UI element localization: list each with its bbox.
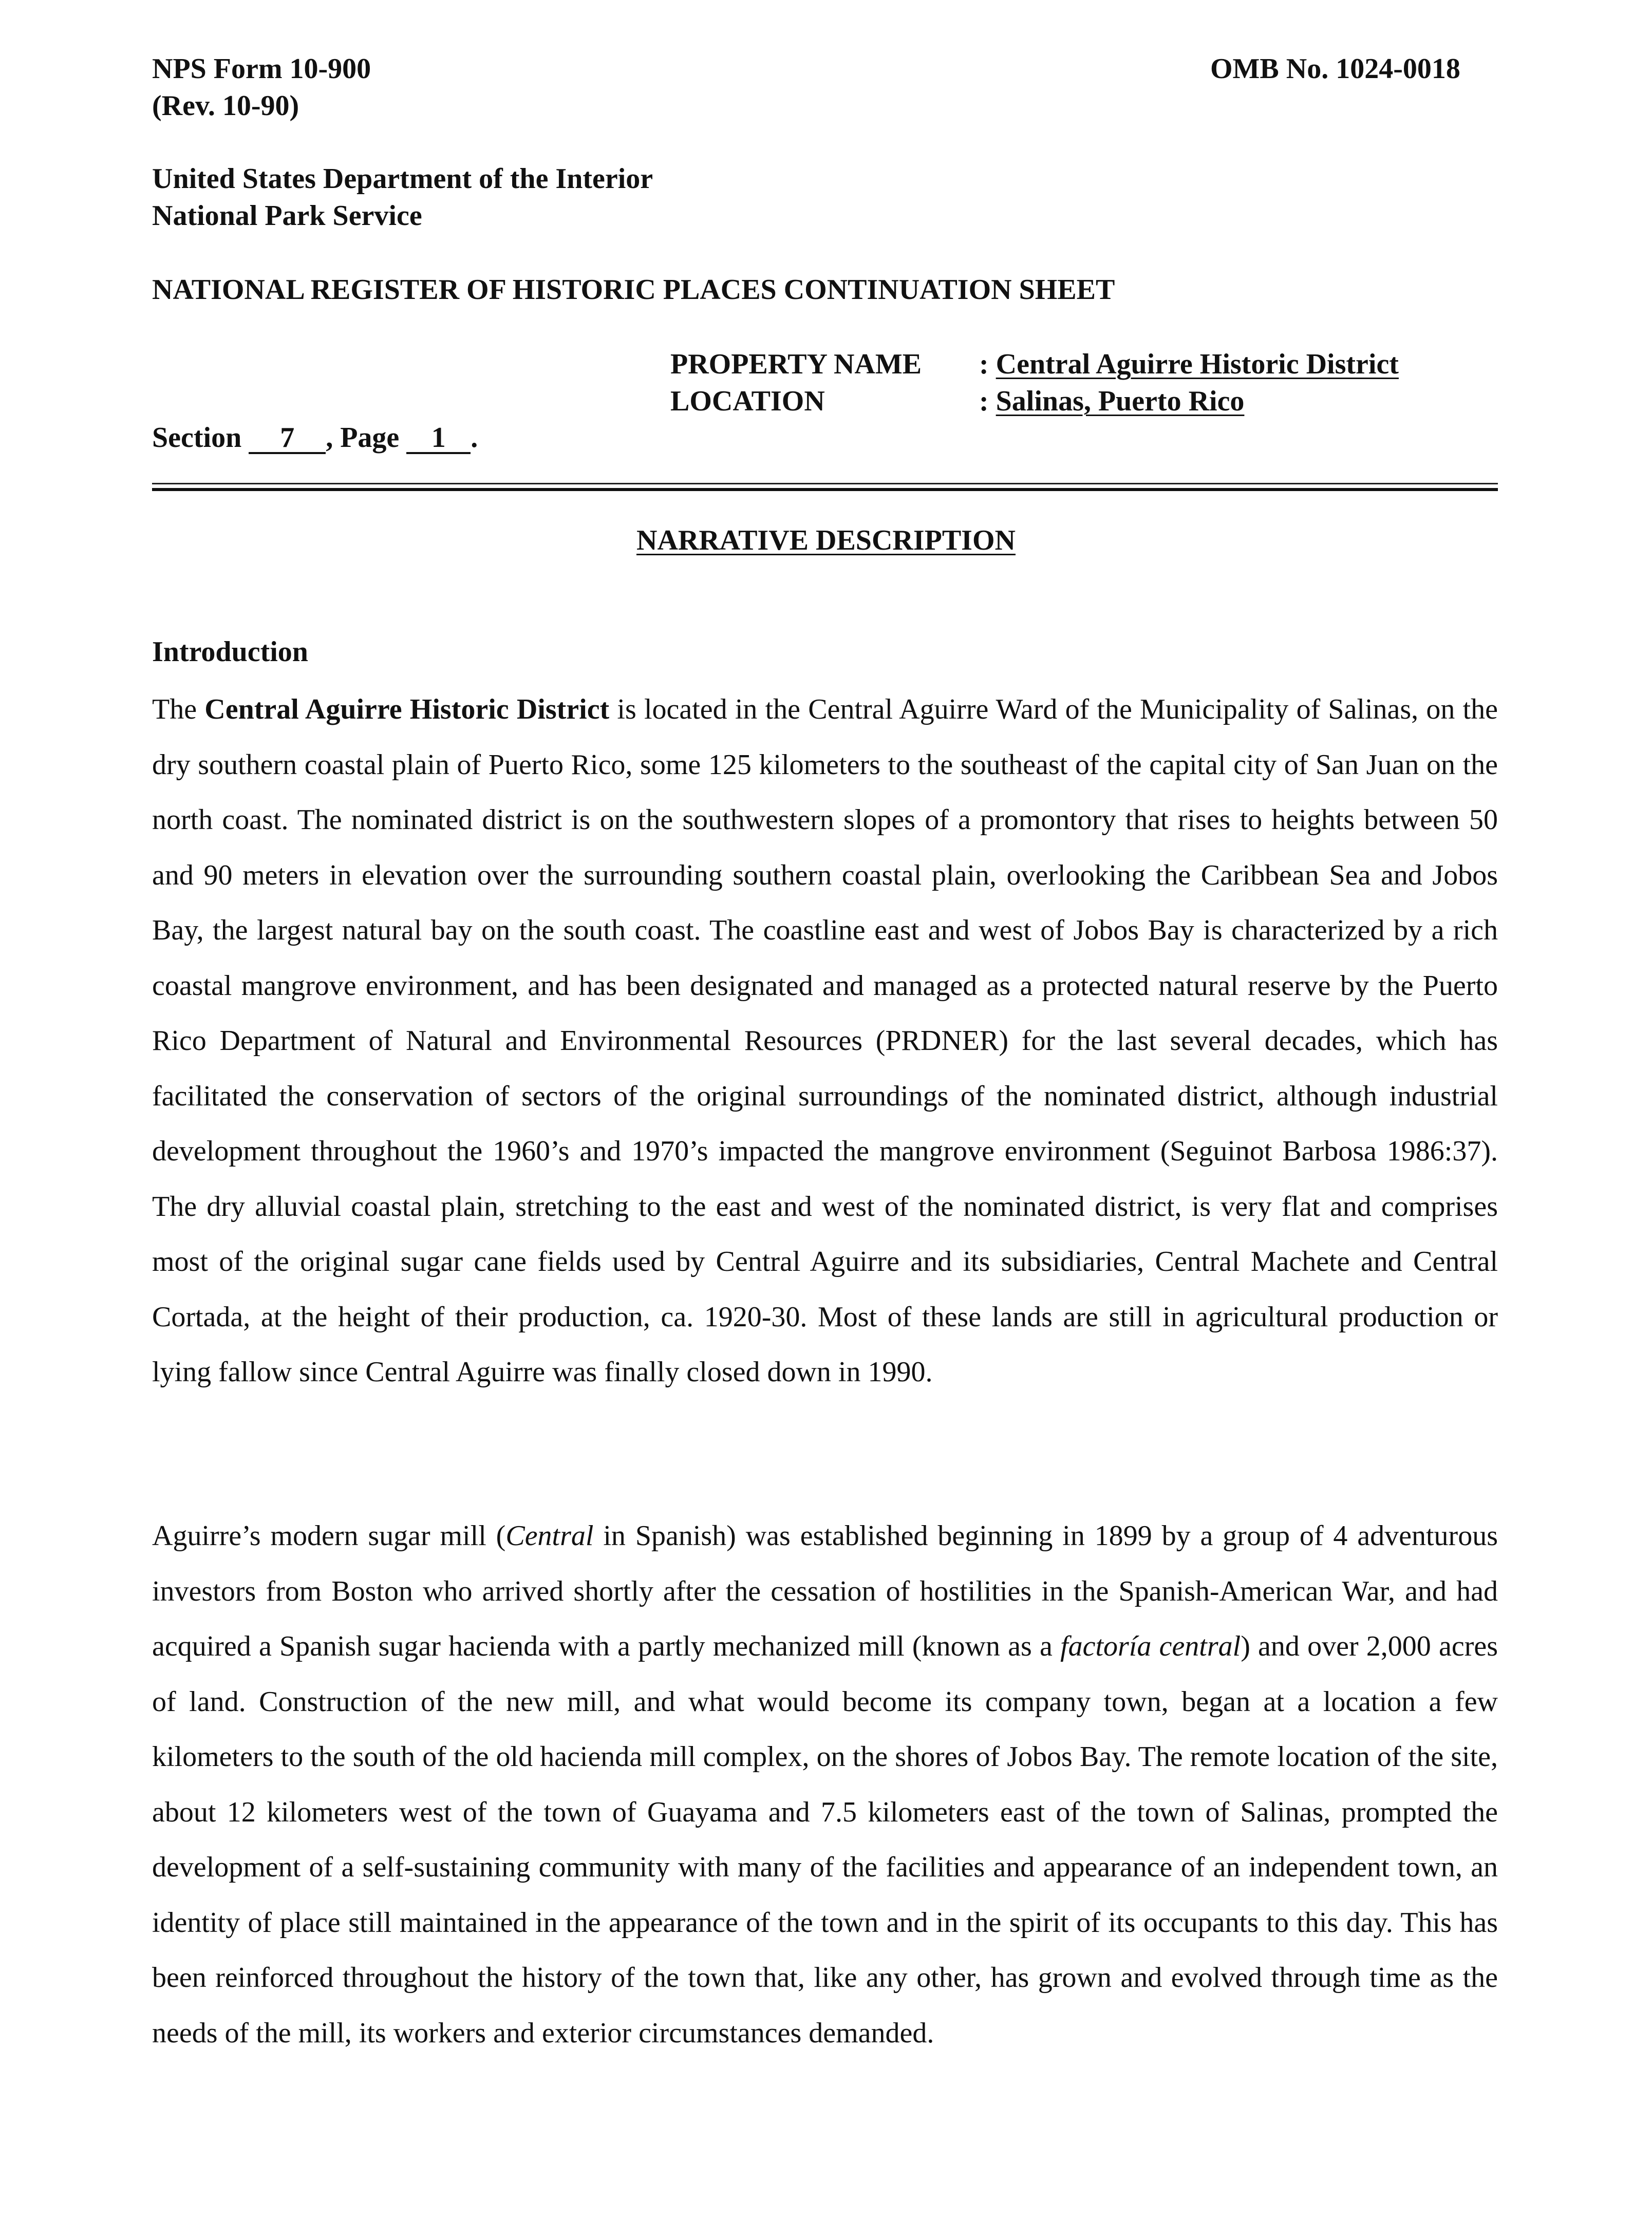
page-label: Page	[340, 422, 400, 454]
p2-text-start: Aguirre’s modern sugar mill (	[152, 1520, 506, 1552]
property-values	[979, 346, 1399, 420]
property-labels	[670, 346, 922, 420]
location-label: LOCATION	[670, 385, 825, 417]
narrative-heading-text: NARRATIVE DESCRIPTION	[636, 524, 1016, 556]
narrative-heading	[0, 522, 1652, 559]
section-label: Section	[152, 422, 242, 454]
divider-thin	[152, 483, 1498, 484]
paragraph-history	[152, 1509, 1498, 2061]
property-name-colon: :	[979, 348, 996, 380]
p1-text-rest: is located in the Central Aguirre Ward of the Municipality of Salinas, on the dry southern coastal plain of Puerto Rico, some 125 kilometers to the southeast of the capital city of San Juan on the north coast. The nominated district is on the southwestern slopes of a promontory that rises to heights between 50 and 90 meters in elevation over the surrounding southern coastal plain, overlooking the Caribbean Sea and Jobos Bay, the largest natural bay on the south coast. The coastline east and west of Jobos Bay is characterized by a rich coastal mangrove environment, and has been designated and managed as a protected natural reserve by the Puerto Rico Department of Natural and Environmental Resources (PRDNER) for the last several decades, which has facilitated the conservation of sectors of the original surroundings of the nominated district, although industrial development throughout the 1960’s and 1970’s impacted the mangrove environment (Seguinot Barbosa 1986:37). The dry alluvial coastal plain, stretching to the east and west of the nominated district, is very flat and comprises most of the original sugar cane fields used by Central Aguirre and its subsidiaries, Central Machete and Central Cortada, at the height of their production, ca. 1920-30. Most of these lands are still in agricultural production or lying fallow since Central Aguirre was finally closed down in 1990.	[152, 693, 1498, 1388]
property-name-label: PROPERTY NAME	[670, 348, 922, 380]
property-name-value: Central Aguirre Historic District	[996, 348, 1399, 380]
p1-text-start: The	[152, 693, 205, 725]
introduction-heading: Introduction	[152, 636, 308, 668]
location-row	[979, 383, 1399, 420]
property-name-row	[979, 346, 1399, 383]
page-number: 1	[406, 423, 471, 454]
divider-thick	[152, 488, 1498, 491]
section-number: 7	[249, 423, 326, 454]
p2-text-end: ) and over 2,000 acres of land. Construction of the new mill, and what would become its company town, began at a location a few kilometers to the south of the old hacienda mill complex, on the shores of Jobos Bay. The remote location of the site, about 12 kilometers west of the town of Guayama and 7.5 kilometers east of the town of Salinas, prompted the development of a self-sustaining community with many of the facilities and appearance of an independent town, an identity of place still maintained in the appearance of the town and in the spirit of its occupants to this day. This has been reinforced throughout the history of the town that, like any other, has grown and evolved through time as the needs of the mill, its workers and exterior circumstances demanded.	[152, 1630, 1498, 2049]
section-page-line: Section 7 , Page 1 .	[152, 422, 478, 454]
central-italic: Central	[505, 1520, 594, 1552]
form-number: NPS Form 10-900	[152, 53, 371, 85]
location-value: Salinas, Puerto Rico	[996, 385, 1245, 417]
form-identifier	[152, 50, 371, 124]
location-colon: :	[979, 385, 996, 417]
agency-name: National Park Service	[152, 200, 422, 232]
department-block	[152, 160, 653, 234]
form-revision: (Rev. 10-90)	[152, 90, 299, 122]
department-name: United States Department of the Interior	[152, 163, 653, 195]
omb-number: OMB No. 1024-0018	[1210, 53, 1460, 85]
p2-text-middle: in Spanish) was established beginning in 1899 by a group of 4 adventurous investors from Boston who arrived shortly after the cessation of hostilities in the Spanish-American War, and had acquired a Spanish sugar hacienda with a partly mechanized mill (known as a	[152, 1520, 1498, 1662]
factoria-central-italic: factoría central	[1060, 1630, 1241, 1662]
district-name-bold: Central Aguirre Historic District	[204, 693, 610, 725]
register-title: NATIONAL REGISTER OF HISTORIC PLACES CONTINUATION SHEET	[152, 274, 1115, 306]
paragraph-introduction	[152, 682, 1498, 1400]
